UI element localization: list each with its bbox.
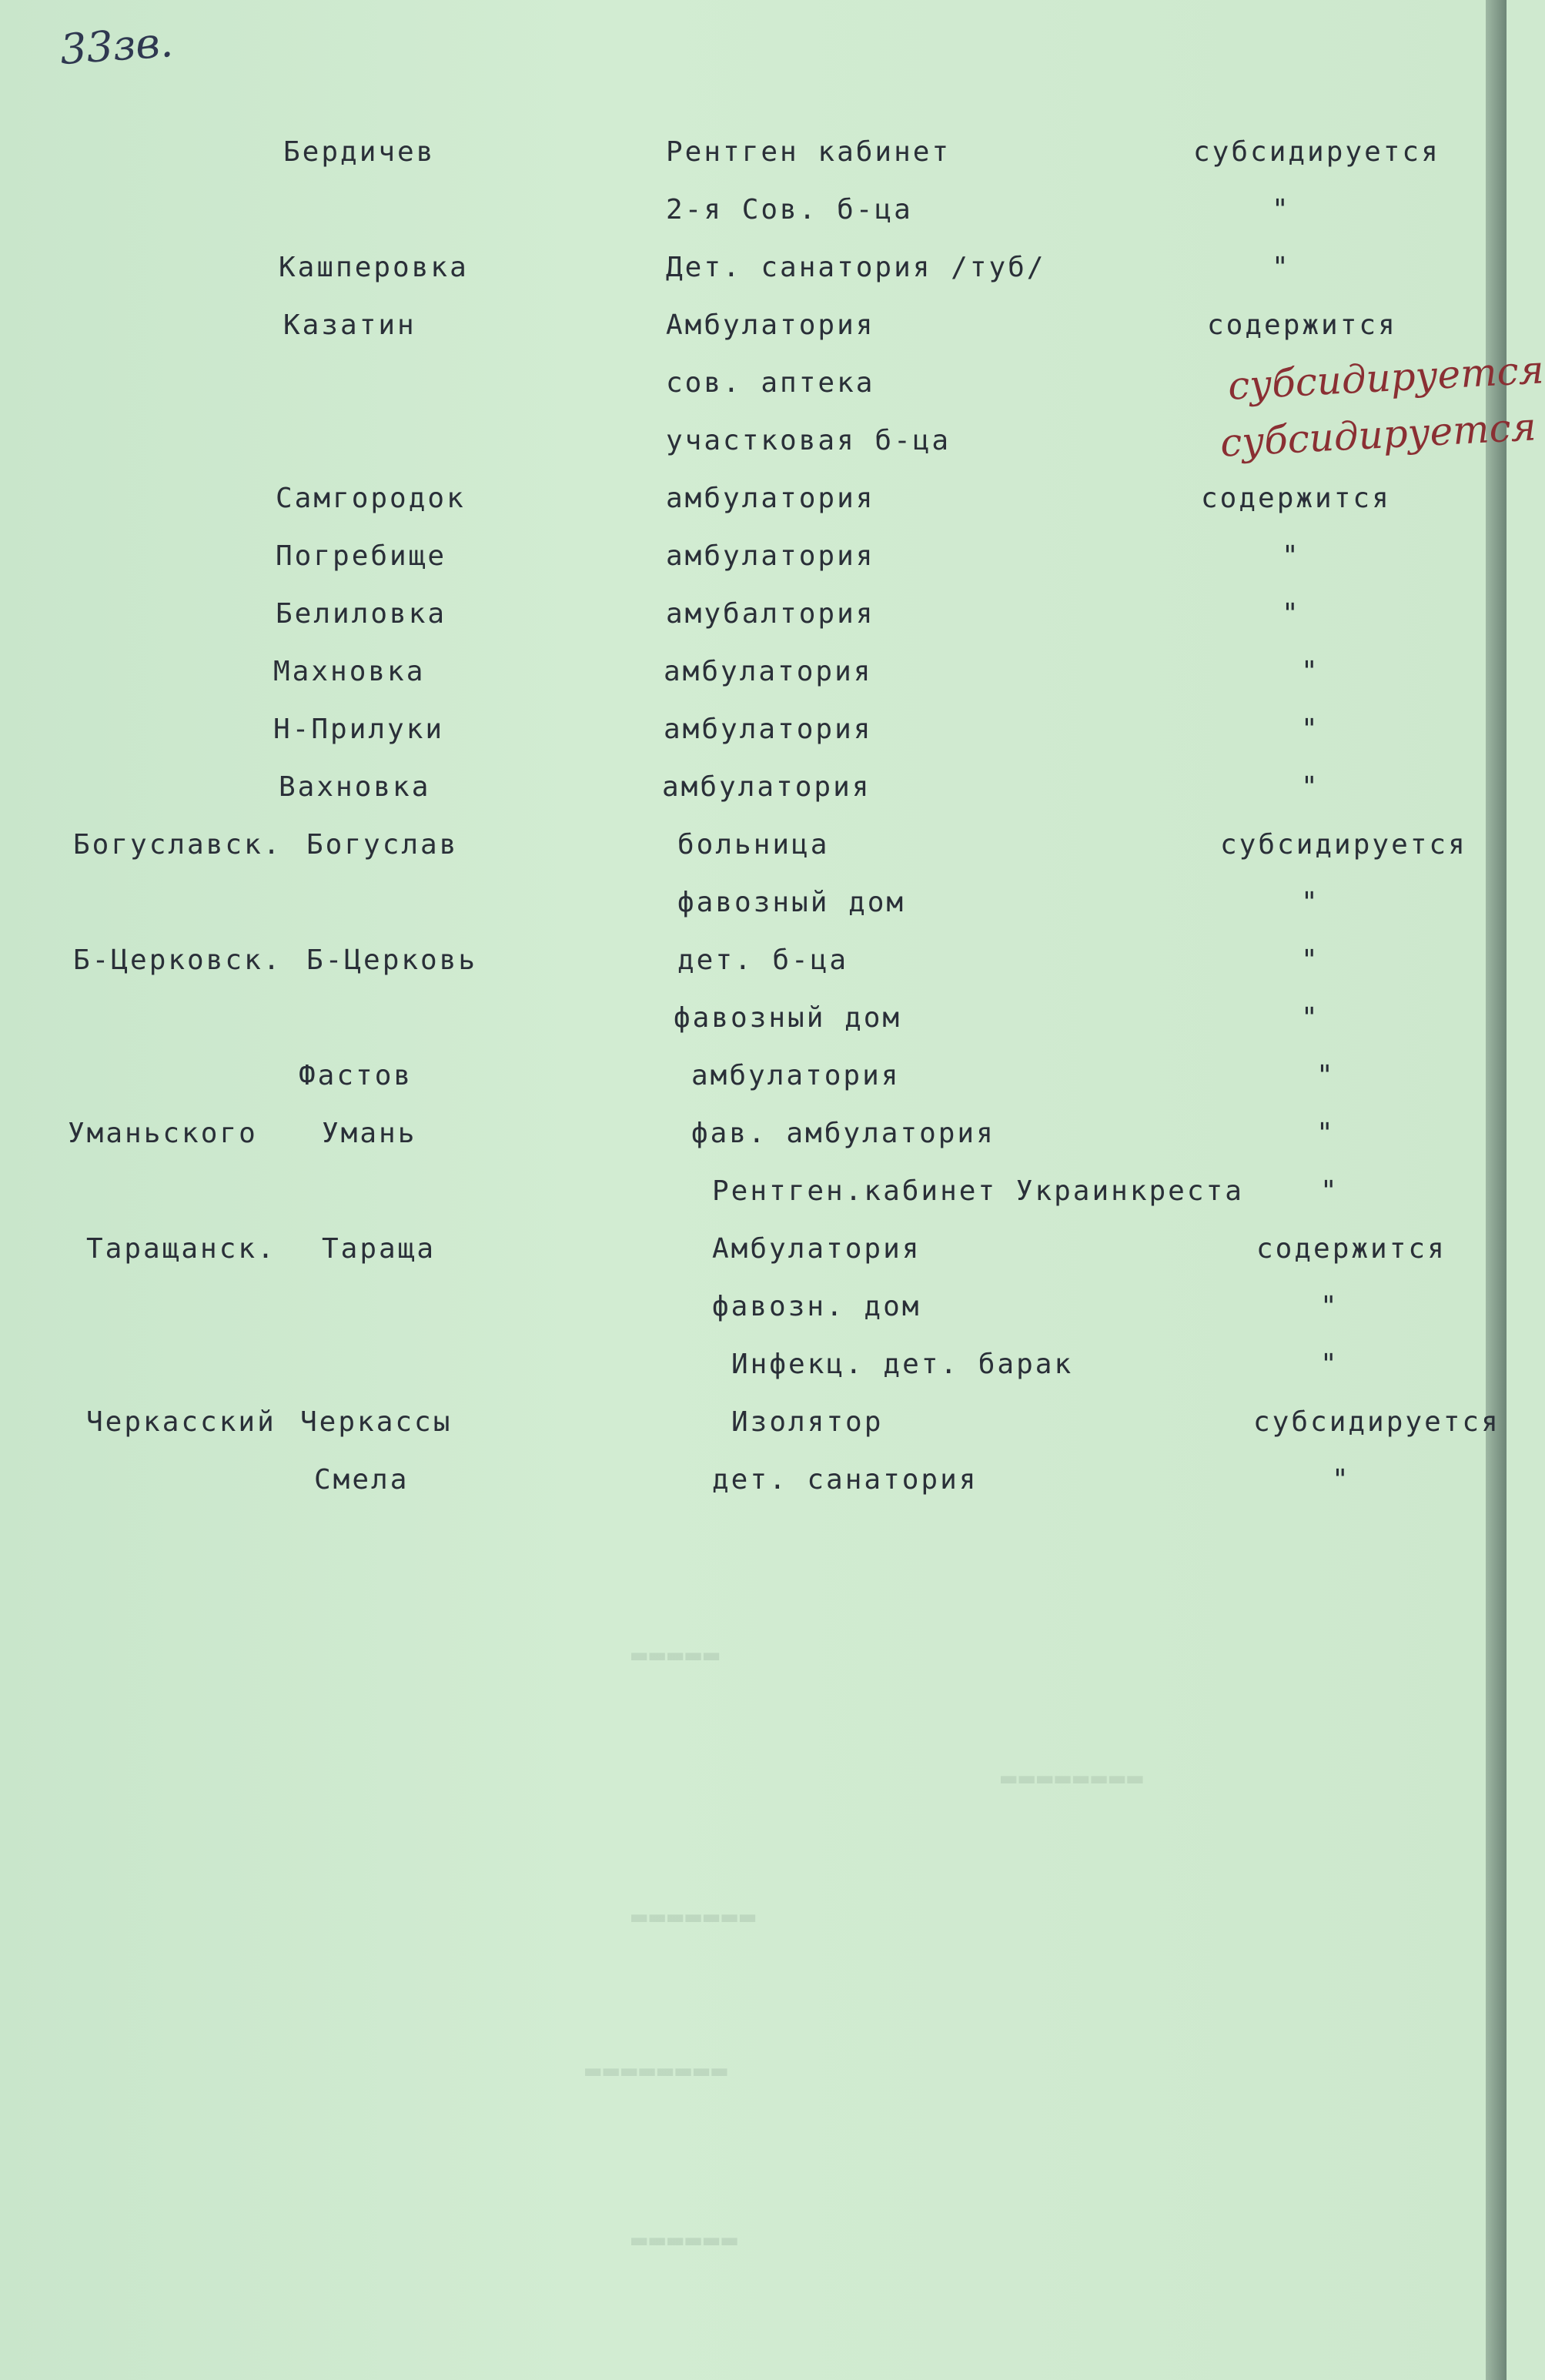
district-cell: Черкасский — [86, 1406, 276, 1438]
district-cell: Уманьского — [68, 1118, 258, 1149]
town-cell: Казатин — [283, 309, 416, 341]
town-cell: Фастов — [299, 1060, 413, 1091]
institution-cell: Рентген.кабинет Украинкреста — [712, 1175, 1244, 1207]
folio-number: 33зв. — [58, 17, 175, 75]
status-cell: " — [1272, 194, 1291, 226]
town-cell: Смела — [314, 1464, 410, 1496]
institution-cell: участковая б-ца — [666, 425, 951, 456]
institution-cell: Дет. санатория /туб/ — [666, 252, 1046, 283]
status-cell: " — [1316, 1060, 1336, 1091]
institution-cell: амубалтория — [666, 598, 875, 630]
status-cell: " — [1282, 540, 1301, 572]
status-cell: " — [1320, 1291, 1339, 1322]
institution-cell: Изолятор — [731, 1406, 884, 1438]
status-cell: содержится — [1201, 483, 1391, 514]
district-cell: Б-Церковск. — [73, 944, 283, 976]
institution-cell: Амбулатория — [712, 1233, 921, 1265]
institution-cell: амбулатория — [666, 540, 875, 572]
status-cell: " — [1301, 1002, 1320, 1034]
status-cell: " — [1301, 887, 1320, 918]
institution-cell: амбулатория — [664, 714, 873, 745]
bleed-through-text: ▬▬▬▬▬▬▬▬ — [585, 2055, 730, 2086]
status-cell: " — [1301, 944, 1320, 976]
institution-cell: фавозный дом — [674, 1002, 902, 1034]
bleed-through-text: ▬▬▬▬▬▬▬▬ — [1001, 1763, 1145, 1793]
town-cell: Самгородок — [276, 483, 466, 514]
handwritten-correction: субсидируется — [1219, 404, 1537, 466]
institution-cell: амбулатория — [662, 771, 871, 803]
institution-cell: фавозн. дом — [712, 1291, 921, 1322]
status-cell: " — [1301, 714, 1320, 745]
district-cell: Богуславск. — [73, 829, 283, 861]
handwritten-correction: субсидируется — [1226, 347, 1545, 409]
town-cell: Богуслав — [306, 829, 459, 861]
bleed-through-text: ▬▬▬▬▬▬▬ — [631, 1901, 758, 1932]
status-cell: " — [1332, 1464, 1351, 1496]
town-cell: Умань — [322, 1118, 417, 1149]
district-cell: Таращанск. — [86, 1233, 276, 1265]
town-cell: Бердичев — [283, 136, 436, 168]
institution-cell: больница — [677, 829, 830, 861]
status-cell: " — [1282, 598, 1301, 630]
status-cell: " — [1316, 1118, 1336, 1149]
institution-cell: Амбулатория — [666, 309, 875, 341]
status-cell: " — [1320, 1349, 1339, 1380]
institution-cell: сов. аптека — [666, 367, 875, 399]
status-cell: " — [1320, 1175, 1339, 1207]
institution-cell: дет. санатория — [712, 1464, 978, 1496]
status-cell: " — [1301, 771, 1320, 803]
institution-cell: дет. б-ца — [677, 944, 849, 976]
status-cell: субсидируется — [1193, 136, 1440, 168]
town-cell: Тараща — [322, 1233, 436, 1265]
status-cell: субсидируется — [1220, 829, 1467, 861]
institution-cell: фавозный дом — [677, 887, 906, 918]
status-cell: " — [1272, 252, 1291, 283]
institution-cell: 2-я Сов. б-ца — [666, 194, 913, 226]
town-cell: Н-Прилуки — [273, 714, 445, 745]
town-cell: Черкассы — [300, 1406, 453, 1438]
institution-cell: амбулатория — [691, 1060, 901, 1091]
bleed-through-text: ▬▬▬▬▬▬ — [631, 2225, 740, 2255]
institution-cell: Инфекц. дет. барак — [731, 1349, 1074, 1380]
town-cell: Кашперовка — [279, 252, 469, 283]
town-cell: Махновка — [273, 656, 426, 687]
status-cell: содержится — [1256, 1233, 1446, 1265]
town-cell: Б-Церковь — [306, 944, 478, 976]
status-cell: субсидируется — [1253, 1406, 1500, 1438]
status-cell: содержится — [1207, 309, 1397, 341]
institution-cell: Рентген кабинет — [666, 136, 951, 168]
institution-cell: амбулатория — [666, 483, 875, 514]
town-cell: Погребище — [276, 540, 447, 572]
institution-cell: фав. амбулатория — [691, 1118, 995, 1149]
town-cell: Вахновка — [279, 771, 431, 803]
town-cell: Белиловка — [276, 598, 447, 630]
bleed-through-text: ▬▬▬▬▬ — [631, 1640, 722, 1670]
status-cell: " — [1301, 656, 1320, 687]
institution-cell: амбулатория — [664, 656, 873, 687]
